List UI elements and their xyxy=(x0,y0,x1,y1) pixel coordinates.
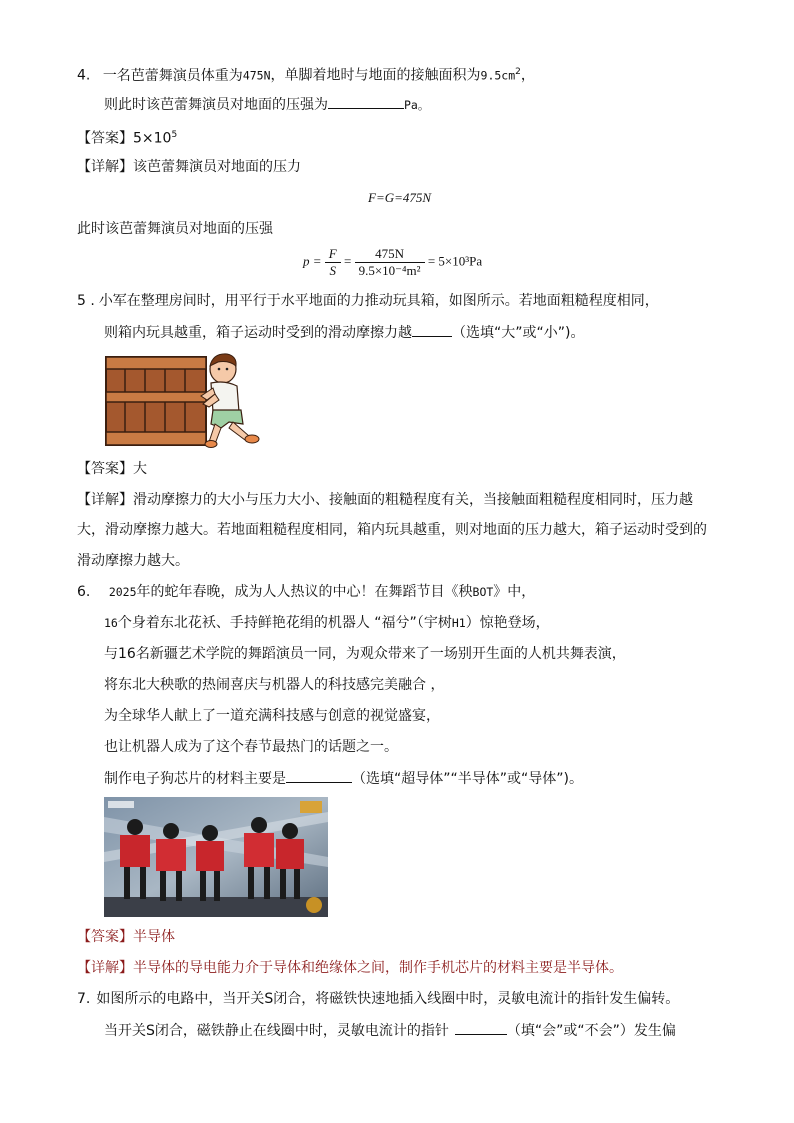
q5-answer: 【答案】大 xyxy=(77,461,147,477)
robots-dance-photo xyxy=(104,797,328,917)
q4-line1: 4. 一名芭蕾舞演员体重为475N，单脚着地时与地面的接触面积为$9.5cm^2$， xyxy=(77,67,535,84)
q4-number: 4. xyxy=(77,67,91,84)
q6-number: 6. xyxy=(77,584,91,600)
wooden-crate-icon xyxy=(106,357,206,445)
boy-icon xyxy=(201,354,259,448)
q4-formula2: p = $\frac{F}{S}$ = $\frac{475N}{\text{9.5×10⁻⁴m²}}$ = 5×10³Pa xyxy=(303,246,483,278)
q6-line2: 16个身着东北花袄、手持鲜艳花绢的机器人 “福兮”（宇树H1）惊艳登场， xyxy=(104,615,550,631)
q4-answer: 【答案】$5\times 10^5$ xyxy=(77,130,178,147)
q4-detail2: 此时该芭蕾舞演员对地面的压强 xyxy=(77,221,273,237)
q5-detail-line2: 大，滑动摩擦力越大。若地面粗糙程度相同，箱内玩具越重，则对地面的压力越大，箱子运动时受到的 xyxy=(77,522,707,538)
q6-line4: 将东北大秧歌的热闹喜庆与机器人的科技感完美融合 ， xyxy=(104,677,445,693)
q4-detail: 【详解】该芭蕾舞演员对地面的压力 xyxy=(77,159,301,175)
q6-line7: 制作电子狗芯片的材料主要是 （选填“超导体”“半导体”或“导体”)。 xyxy=(104,768,583,789)
q5-line2: 则箱内玩具越重，箱子运动时受到的滑动摩擦力越 （选填“大”或“小”)。 xyxy=(104,322,584,343)
q6-line6: 也让机器人成为了这个春节最热门的话题之一。 xyxy=(104,739,398,755)
corner-badge-icon xyxy=(306,897,322,913)
q6-line3: 与16名新疆艺术学院的舞蹈演员一同，为观众带来了一场别开生面的人机共舞表演， xyxy=(104,646,626,662)
q7-answer-blank[interactable] xyxy=(455,1020,507,1035)
answer-label: 【答案】 xyxy=(77,130,133,147)
q5-detail-line1: 【详解】滑动摩擦力的大小与压力大小、接触面的粗糙程度有关，当接触面粗糙程度相同时，压力越 xyxy=(77,492,693,508)
q5-detail-line3: 滑动摩擦力越大。 xyxy=(77,553,189,569)
program-logo-icon xyxy=(300,801,322,813)
answer-label: 【答案】 xyxy=(77,929,133,945)
q6-answer: 【答案】半导体 xyxy=(77,929,175,945)
q7-number: 7. xyxy=(77,991,91,1007)
q6-answer-blank[interactable] xyxy=(286,768,352,783)
q7-line2: 当开关S闭合，磁铁静止在线圈中时，灵敏电流计的指针 （填“会”或“不会”）发生偏 xyxy=(104,1020,676,1041)
detail-label: 【详解】 xyxy=(77,492,133,508)
q5-answer-blank[interactable] xyxy=(412,322,452,337)
answer-label: 【答案】 xyxy=(77,461,133,477)
q4-line2: 则此时该芭蕾舞演员对地面的压强为 Pa。 xyxy=(104,94,429,115)
detail-label: 【详解】 xyxy=(77,159,133,175)
q4-answer-blank[interactable] xyxy=(328,94,404,109)
boy-pushing-box-illustration xyxy=(103,352,263,450)
q6-line5: 为全球华人献上了一道充满科技感与创意的视觉盛宴， xyxy=(104,708,440,724)
q5-line1: 5 . 小军在整理房间时，用平行于水平地面的力推动玩具箱，如图所示。若地面粗糙程度相同， xyxy=(77,293,659,309)
detail-label: 【详解】 xyxy=(77,960,133,976)
q4-formula1: F=G=475N xyxy=(368,190,432,205)
q6-detail: 【详解】半导体的导电能力介于导体和绝缘体之间，制作手机芯片的材料主要是半导体。 xyxy=(77,960,623,976)
q6-line1: 6. 2025年的蛇年春晚，成为人人热议的中心！在舞蹈节目《秧BOT》中， xyxy=(77,584,536,600)
q7-line1: 7. 如图所示的电路中，当开关S闭合，将磁铁快速地插入线圈中时，灵敏电流计的指针发生偏转。 xyxy=(77,991,680,1007)
channel-logo-icon xyxy=(108,801,134,808)
q5-number: 5 . xyxy=(77,293,95,309)
